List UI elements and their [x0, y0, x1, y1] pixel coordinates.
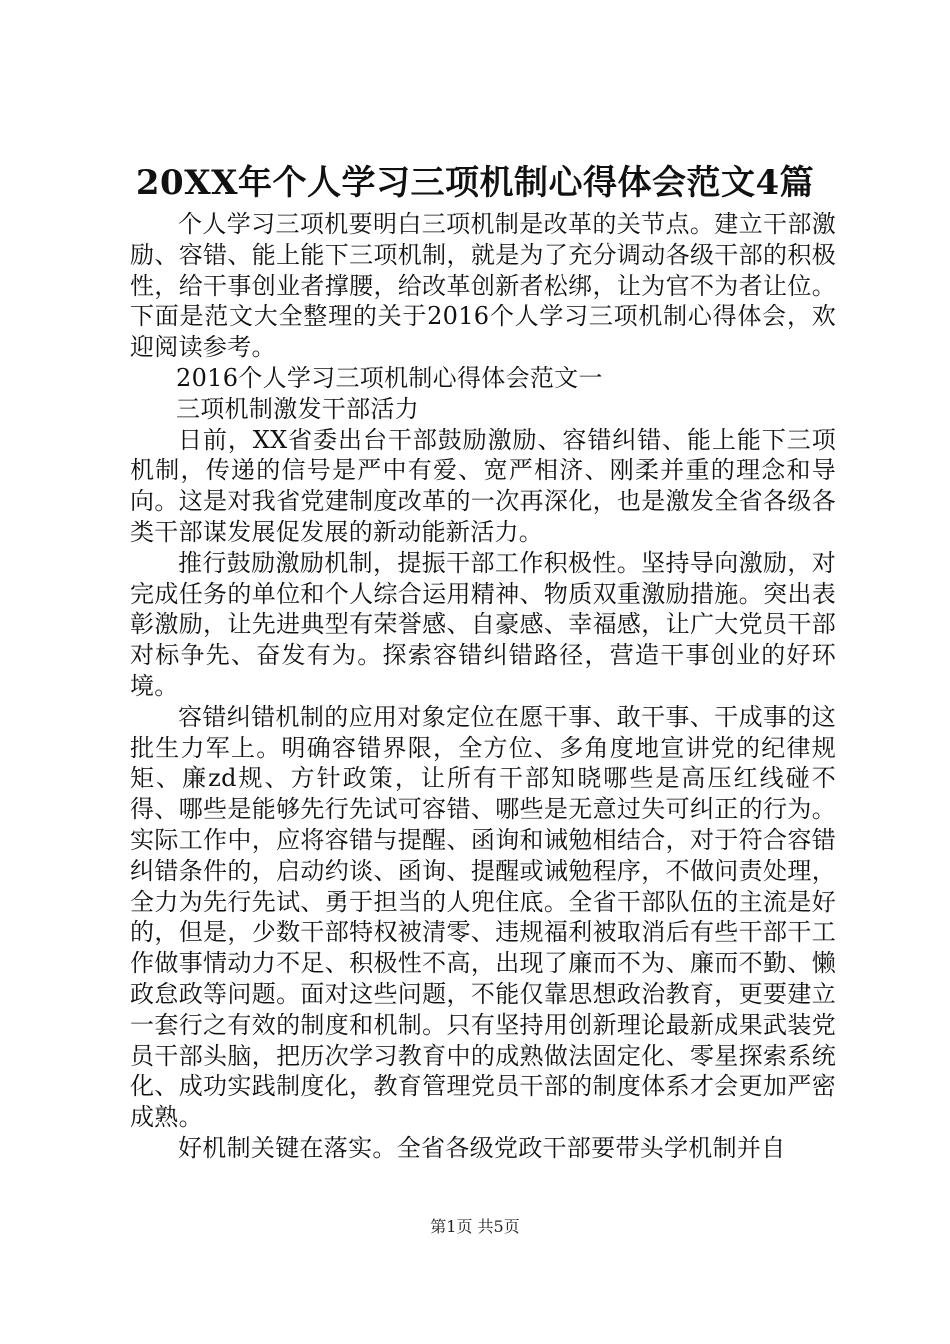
- document-body: [130, 209, 836, 1164]
- body-paragraph: 日前，XX省委出台干部鼓励激励、容错纠错、能上能下三项机制，传递的信号是严中有爱、宽严相济、刚柔并重的理念和导向。这是对我省党建制度改革的一次再深化，也是激发全省各级各类干部谋发展促发展的新动能新活力。: [130, 425, 836, 546]
- body-paragraph: 推行鼓励激励机制，提振干部工作积极性。坚持导向激励，对完成任务的单位和个人综合运用精神、物质双重激励措施。突出表彰激励，让先进典型有荣誉感、自豪感、幸福感，让广大党员干部对标争先、奋发有为。探索容错纠错路径，营造干事创业的好环境。: [130, 548, 836, 700]
- document-title: 20XX年个人学习三项机制心得体会范文4篇: [135, 163, 815, 203]
- body-paragraph: 好机制关键在落实。全省各级党政干部要带头学机制并自: [178, 1133, 786, 1162]
- intro-paragraph: 个人学习三项机要明白三项机制是改革的关节点。建立干部激励、容错、能上能下三项机制，就是为了充分调动各级干部的积极性，给干事创业者撑腰，给改革创新者松绑，让为官不为者让位。下面是范文大全整理的关于2016个人学习三项机制心得体会，欢迎阅读参考。: [130, 210, 836, 362]
- article-subtitle: 三项机制激发干部活力: [176, 394, 419, 423]
- page-number-footer: 第1页 共5页: [430, 1217, 520, 1236]
- body-paragraph: 容错纠错机制的应用对象定位在愿干事、敢干事、干成事的这批生力军上。明确容错界限，全方位、多角度地宣讲党的纪律规矩、廉zd规、方针政策，让所有干部知晓哪些是高压红线碰不得、哪些是能够先行先试可容错、哪些是无意过失可纠正的行为。实际工作中，应将容错与提醒、函询和诫勉相结合，对于符合容错纠错条件的，启动约谈、函询、提醒或诫勉程序，不做问责处理，全力为先行先试、勇于担当的人兜住底。全省干部队伍的主流是好的，但是，少数干部特权被清零、违规福利被取消后有些干部干工作做事情动力不足、积极性不高，出现了廉而不为、廉而不勤、懒政怠政等问题。面对这些问题，不能仅靠思想政治教育，更要建立一套行之有效的制度和机制。只有坚持用创新理论最新成果武装党员干部头脑，把历次学习教育中的成熟做法固定化、零星探索系统化、成功实践制度化，教育管理党员干部的制度体系才会更加严密成熟。: [130, 702, 836, 1132]
- section-heading: 2016个人学习三项机制心得体会范文一: [176, 363, 603, 392]
